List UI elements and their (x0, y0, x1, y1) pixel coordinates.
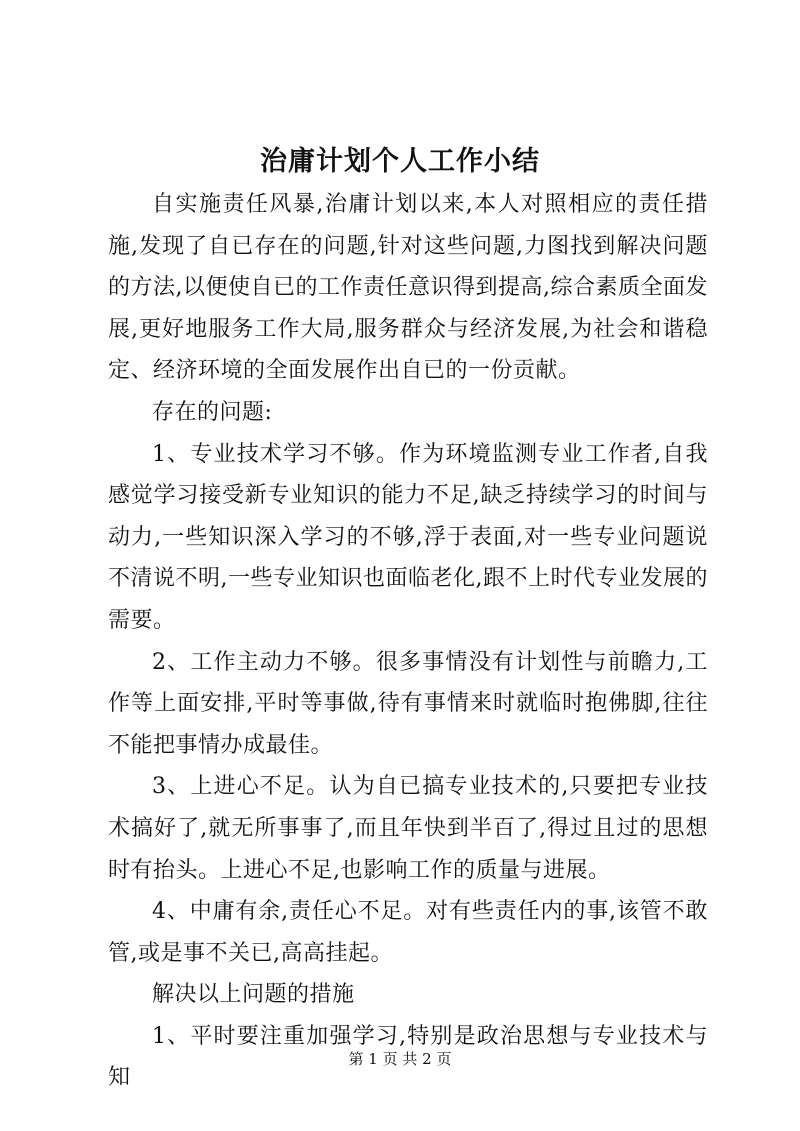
paragraph-measures-heading: 解决以上问题的措施 (152, 982, 355, 1008)
paragraph-measure-1: 1、平时要注重加强学习,特别是政治思想与专业技术与知 (108, 1023, 708, 1091)
paragraph-problems-heading: 存在的问题: (152, 399, 273, 425)
document-body (108, 184, 708, 1099)
document-title: 治庸计划个人工作小结 (260, 146, 540, 177)
paragraph-problem-3: 3、上进心不足。认为自已搞专业技术的,只要把专业技术搞好了,就无所事事了,而且年快到半百了,得过且过的思想时有抬头。上进心不足,也影响工作的质量与进展。 (108, 774, 708, 883)
paragraph-intro: 自实施责任风暴,治庸计划以来,本人对照相应的责任措施,发现了自已存在的问题,针对这些问题,力图找到解决问题的方法,以便使自已的工作责任意识得到提高,综合素质全面发展,更好地服务工作大局,服务群众与经济发展,为社会和谐稳定、经济环境的全面发展作出自已的一份贡献。 (108, 192, 708, 384)
paragraph-problem-4: 4、中庸有余,责任心不足。对有些责任内的事,该管不敢管,或是事不关已,高高挂起。 (108, 899, 708, 966)
paragraph-problem-2: 2、工作主动力不够。很多事情没有计划性与前瞻力,工作等上面安排,平时等事做,待有事情来时就临时抱佛脚,往往不能把事情办成最佳。 (108, 649, 708, 758)
paragraph-problem-1: 1、专业技术学习不够。作为环境监测专业工作者,自我感觉学习接受新专业知识的能力不足,缺乏持续学习的时间与动力,一些知识深入学习的不够,浮于表面,对一些专业问题说不清说不明,一些专业知识也面临老化,跟不上时代专业发展的需要。 (108, 441, 708, 633)
page-footer: 第 1 页 共 2 页 (348, 1050, 452, 1068)
